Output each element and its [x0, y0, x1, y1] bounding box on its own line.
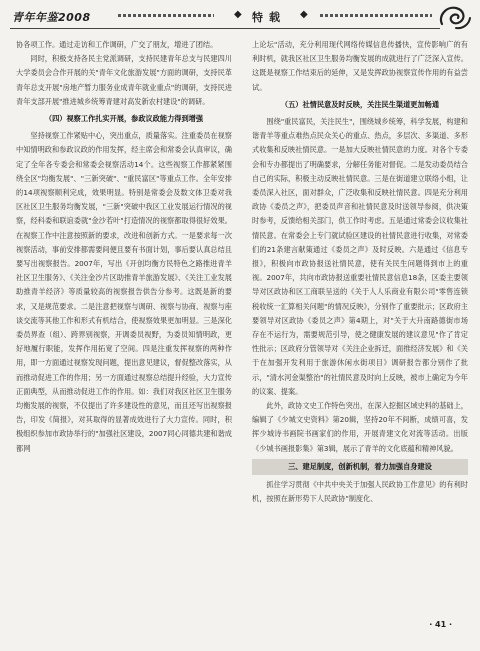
diamond-icon: ◆	[300, 9, 308, 20]
section-heading: （五）社情民意及时反映，关注民生渠道更加畅通	[280, 99, 440, 109]
page-header	[0, 0, 480, 34]
diamond-icon: ◆	[234, 9, 242, 20]
paragraph: 坚持视察工作紧贴中心，突出重点，质量落实。注重委员在视察中知情明政和参政议政的作用发挥，经主席会和常委会认真审议，确定了全年各专委会和常委会视察活动14个。这些视察工作都紧紧围绕全区"均衡发展"、"三新突破"、"重民富区"等重点工作。全年安排的14项视察顺利完成，效果明显。特别是常委会及数文体卫委对我区社区卫生服务均衡发展，"三新"突破中我区工业发展运行情况的视察，经科委和联谊委就"金沙若叶"打造情况的视察都取得很好效果。在视察工作中注意按照新的要求，改进和创新方式。一是要求每一次视察活动，事前安排都需要间便且要有书面计划，事后要认真总结且要写出视察报告。2007年，写出《开创均衡方民特色之路推进青羊社区卫生服务》、《关注金沙片区助推青羊旅游发展》、《关注工业发展助推青羊经济》等质量较高的视察报告供告分参考。这既是新的要求，又是规范要求。二是注意把视察与调研、视察与协商、视察与座谈交流等其他工作和形式有机结合，使视察效果更加明显。三是深化委员界查（组）、跨界别视察，开调委员视野，为委员知情明政，更好地履行职能，发挥作用拓宽了空间。四是注重发挥视察的两种作用，即一方面通过视察发现问题，提出意见建议，督促整改落实，从而推动促进工作的作用；另一方面通过视察总结提升经验，大力宣传正面典型，从而推动促进工作的作用。如：我们对我区社区卫生服务均衡发展的视察，不仅提出了许多建设性的意见，而且还写出视察报告，印发《简报》，对其取得的显著成效进行了大力宣传。同时，积极组织参加市政协举行的"加强社区建设，2007同心同德共建和谐成都网	[16, 131, 232, 453]
header-dotted-bar-right	[320, 14, 432, 17]
header-dotted-bar-left	[118, 14, 214, 17]
paragraph: 围绕"重民富民，关注民生"，围绕城乡统筹，科学发展，构建和谐青羊等重点难热点民众关心的重点、热点，多层次、多渠道、多形式收集和反映社情民意。一是加大反映社情民意的力度。对各个专委会和专办都提出了明确要求，分解任务能对督促。二是发动委员结合自己的实际，积极主动反映社情民意。三是在街道建立联络小组，让委员深入社区，面对群众，广泛收集和反映社情民意。四是充分利用政协《委员之声》，把委员声音和社情民意及时送领导参阅，供决策时参考，反馈给相关部门，供工作时考虑。五是通过常委会议收集社情民意。在常委会上专门就试验区建设的社情民意进行收集，对常委们的21条建言献策通过《委员之声》及时反映。六是通过《信息专报》，积极向市政协报送社情民意，使有关民生问题得到市上的重视。2007年，共向市政协报送重要社情民意信息18条，区委主要领导对区政协和区工商联呈送的《关于人人乐商业有限公司"零售连锁税收统一汇算相关问题"的情况反映》，分别作了重要批示；区政府主要领导对区政协《委员之声》第4期上，对"关于大升南路德街市场存在不运行为，需要规范引导，使之健康发展的建议意见"作了肯定性批示；区政府分管领导对《关注企业拆迁，面推经济发展》和《关于在加强开发利用于旅游休闲水街项目》调研报告都分别作了批示，"清水河金渠整治"的社情民意及时向上反映，被市上确定为今年的议案、提案。	[252, 117, 468, 396]
header-rule	[10, 28, 440, 29]
paragraph: 抓住学习贯彻《中共中央关于加强人民政协工作意见》的有利时机，按照在新形势下人民政协"制度化、	[252, 480, 468, 504]
section-heading: 三、建足制度，创新机制，着力加强自身建设	[252, 459, 468, 475]
section-title: 特载	[252, 11, 286, 24]
paragraph: 此外，政协文史工作特色突出，在深入挖掘区域史料的基础上，编辑了《少城文史资料》第20辑，坚持20年不间断，成绩可喜，发挥少城诗书画院书画家们的作用，开展青建文化对流等活动。出版《少城书画报影集》第3辑，展示了青羊的文化底蕴和精神风貌。	[252, 401, 468, 453]
left-column	[16, 38, 232, 456]
page-number: · 41 ·	[429, 620, 452, 629]
swirl-logo-icon	[436, 2, 472, 32]
section-heading: （四）视察工作扎实开展，参政议政能力得到增强	[44, 114, 204, 124]
paragraph: 协各项工作。通过走访和工作调研，广交了朋友，增进了团结。	[16, 40, 218, 49]
right-column	[252, 38, 468, 507]
paragraph: 同时，积极支持各民主党派调研，支持民建青年总支与民建四川大学委员会合作开展的关"青年文化旅游发展"方面的调研，支持民革青年总支开展"房地产暂力服务业成青年就业重点"的调研，支持民进青年支部开展"推进城乡统筹青建对高发新农村建设"的调研。	[16, 54, 232, 106]
publication-title: 青年年鉴2008	[12, 11, 91, 24]
paragraph: 上论坛"活动，充分利用现代网络传媒信息传播快，宣传影响广的有利时机，就我区社区卫生服务均衡发展的成就进行了广泛深入宣传。这既是视察工作结束后的延伸，又是发挥政协视察宣传作用的有益尝试。	[252, 40, 468, 92]
